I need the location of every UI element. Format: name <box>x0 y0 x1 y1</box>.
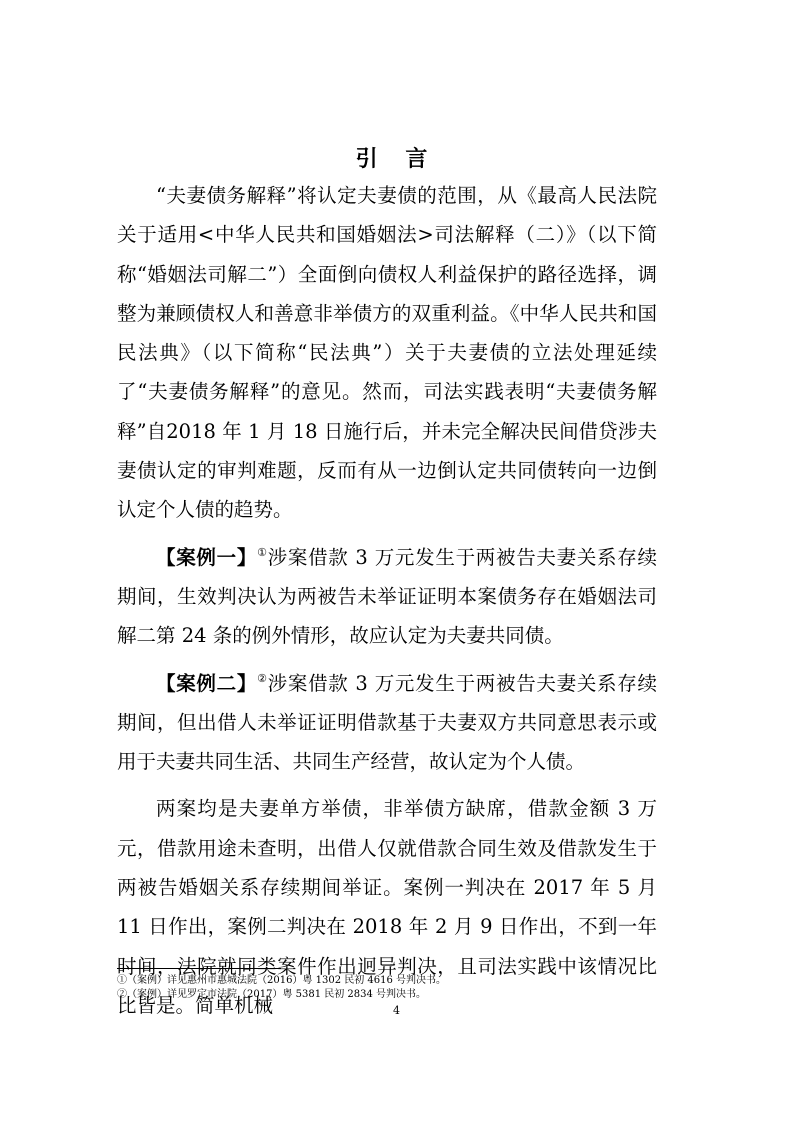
page-title: 引 言 <box>355 146 438 172</box>
footnote-2: ②（案例）详见罗定市法院（2017）粤 5381 民初 2834 号判决书。 <box>117 989 427 1000</box>
footnote-ref-2[interactable]: ② <box>257 671 268 685</box>
case-one-paragraph <box>117 538 657 656</box>
case-two-text: 涉案借款 3 万元发生于两被告夫妻关系存续期间，但出借人未举证证明借款基于夫妻双方共同意思表示或用于夫妻共同生活、共同生产经营，故认定为个人债。 <box>117 671 657 774</box>
footnotes <box>117 974 677 1002</box>
intro-paragraph: “夫妻债务解释”将认定夫妻债的范围，从《最高人民法院关于适用<中华人民共和国婚姻法>司法解释（二）》（以下简称“婚姻法司解二”）全面倒向债权人利益保护的路径选择，调整为兼顾债权人和善意非举债方的双重利益。《中华人民共和国民法典》（以下简称“民法典”）关于夫妻债的立法处理延续了“夫妻债务解释”的意见。然而，司法实践表明“夫妻债务解释”自2018 年 1 月 18 日施行后，并未完全解决民间借贷涉夫妻债认定的审判难题，反而有从一边倒认定共同债转向一边倒认定个人债的趋势。 <box>117 184 657 522</box>
footnote-1: ①（案例）详见惠州市惠城法院（2016）粤 1302 民初 4616 号判决书。 <box>117 975 447 986</box>
case-one-text: 涉案借款 3 万元发生于两被告夫妻关系存续期间，生效判决认为两被告未举证证明本案债务存在婚姻法司解二第 24 条的例外情形，故应认定为夫妻共同债。 <box>117 545 657 648</box>
footnote-divider <box>117 968 281 969</box>
case-two-paragraph <box>117 664 657 782</box>
case-two-label: 【案例二】 <box>156 671 258 695</box>
analysis-paragraph: 两案均是夫妻单方举债，非举债方缺席，借款金额 3 万元，借款用途未查明，出借人仅就借款合同生效及借款发生于两被告婚姻关系存续期间举证。案例一判决在 2017 年 5 月 11 日作出，案例二判决在 2018 年 2 月 9 日作出，不到一年时间，法院就同类案件作出迥异判决，且司法实践中该情况比比皆是。简单机械 <box>117 797 657 1017</box>
page-number: 4 <box>393 1004 400 1017</box>
case-one-label: 【案例一】 <box>156 545 258 569</box>
body-text <box>117 176 657 1033</box>
footnote-ref-1[interactable]: ① <box>257 545 268 559</box>
